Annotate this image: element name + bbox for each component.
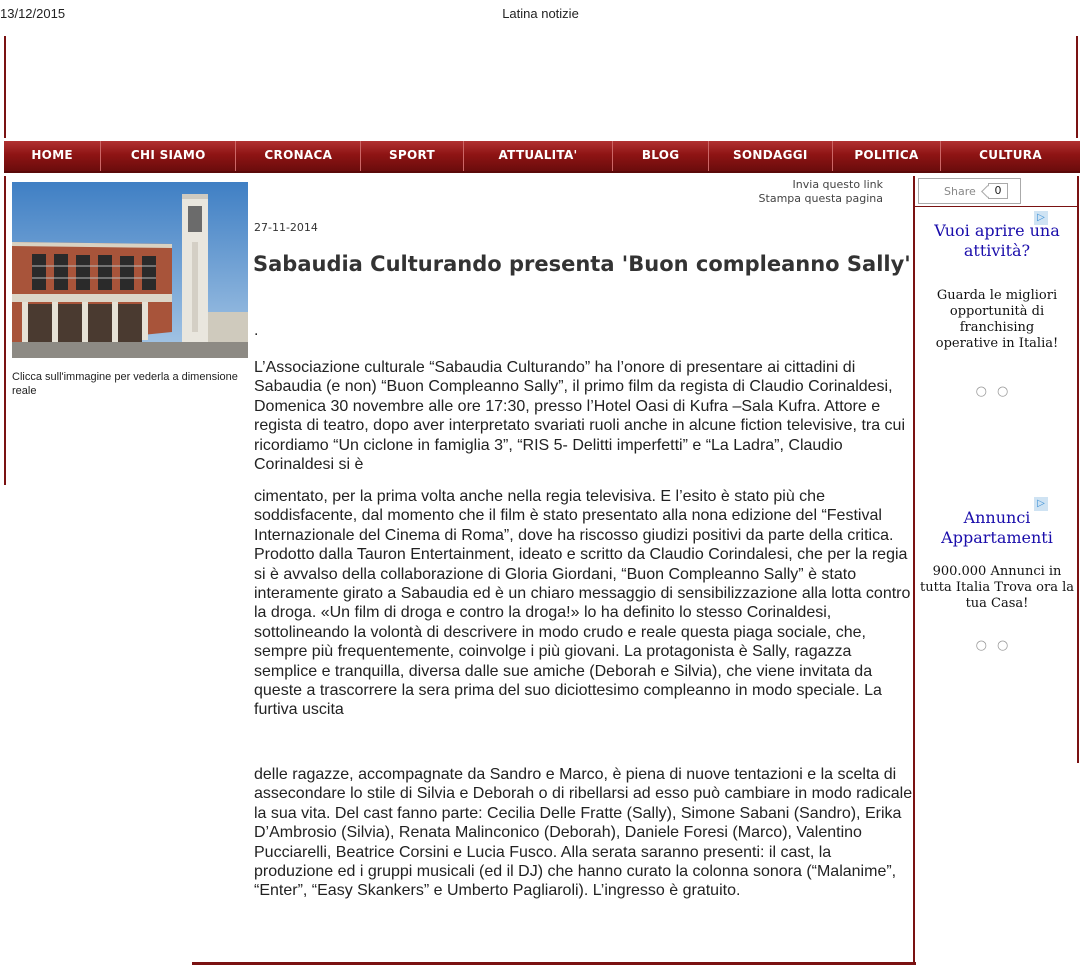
image-caption: Clicca sull'immagine per vederla a dimensione reale — [12, 371, 238, 397]
article-separator: . — [254, 322, 259, 339]
nav-item-cronaca[interactable]: CRONACA — [236, 141, 361, 171]
adchoices-icon[interactable]: ▷ — [1034, 497, 1048, 511]
nav-item-sondaggi[interactable]: SONDAGGI — [709, 141, 833, 171]
article-image[interactable] — [12, 182, 248, 358]
share-count: 0 — [988, 183, 1008, 199]
ad-pagination-dots[interactable]: ○○ — [975, 384, 1019, 399]
nav-item-home[interactable]: HOME — [4, 141, 101, 171]
print-page-button[interactable]: Stampa questa pagina — [758, 192, 883, 205]
sidebar-ad-1[interactable] — [918, 221, 1076, 399]
share-divider — [915, 206, 1077, 207]
share-label: Share — [944, 185, 976, 198]
nav-item-sport[interactable]: SPORT — [361, 141, 463, 171]
article-paragraph: delle ragazze, accompagnate da Sandro e Marco, è piena di nuove tentazioni e la scelta di assecondare lo stile di Silvia e Deborah o di ribellarsi ad esso può cambiare in modo radicale la sua vita. Del cast fanno parte: Cecilia Delle Fratte (Sally), Simone Sabani (Sandro), Erika D’Ambrosio (Silvia), Renata Malinconico (Deborah), Daniele Foresi (Marco), Valentino Pucciarelli, Beatrice Corsini e Lucia Fusco. Alla serata saranno presenti: il cast, la produzione ed i gruppi musicali (ed il DJ) che hanno curato la colonna sonora (“Malanime”, “Enter”, “Easy Skankers” e Umberto Pagliaroli). L’ingresso è gratuito. — [254, 766, 913, 900]
share-button[interactable] — [918, 178, 1021, 204]
content-bottom-border — [192, 962, 916, 965]
article-paragraph: cimentato, per la prima volta anche nella regia televisiva. E l’esito è stato più che soddisfacente, dal momento che il film è stato presentato alla nona edizione del “Festival Internazionale del Cinema di Roma”, dove ha riscosso giudizi positivi da parte della critica. Prodotto dalla Tauron Entertainment, ideato e scritto da Claudio Corindalesi, che per la regia si è avvalso della collaborazione di Gloria Giordani, “Buon Compleanno Sally” è stato interamente girato a Sabaudia ed è un chiaro messaggio di sensibilizzazione alla lotta contro la droga. «Un film di droga e contro la droga!» lo ha definito lo stesso Corinaldesi, sottolineando la volontà di descrivere in modo crudo e reale questa piaga sociale, che, sempre più frequentemente, coinvolge i più giovani. La protagonista è Sally, ragazza semplice e tranquilla, diversa dalle sue amiche (Deborah e Silvia), che viene invitata da queste a trascorrere la sera prima del suo diciottesimo compleanno in modo speciale. La furtiva uscita — [254, 488, 911, 719]
header-frame-left — [4, 36, 6, 138]
nav-item-blog[interactable]: BLOG — [613, 141, 708, 171]
send-link-button[interactable]: Invia questo link — [792, 178, 883, 191]
content-border-left — [4, 176, 6, 485]
nav-item-politica[interactable]: POLITICA — [833, 141, 941, 171]
ad-title[interactable]: Vuoi aprire una attività? — [934, 221, 1060, 260]
adchoices-icon[interactable]: ▷ — [1034, 211, 1048, 225]
article-paragraph: L’Associazione culturale “Sabaudia Culturando” ha l’onore di presentare ai cittadini di Sabaudia (e non) “Buon Compleanno Sally”, il primo film da regista di Claudio Corinaldesi, Domenica 30 novembre alle ore 17:30, presso l’Hotel Oasi di Kufra –Sala Kufra. Attore e regista di teatro, dopo aver interpretato svariati ruoli anche in alcune fiction televisive, tra cui ricordiamo “Un ciclone in famiglia 3”, “RIS 5- Delitti imperfetti” e “La Ladra”, Claudio Corinaldesi si è — [254, 359, 906, 474]
sidebar-ad-2[interactable] — [918, 508, 1076, 653]
main-nav — [4, 141, 1080, 173]
article-date: 27-11-2014 — [254, 221, 318, 234]
building-photo-icon — [12, 182, 248, 358]
nav-item-cultura[interactable]: CULTURA — [979, 148, 1042, 162]
article-title: Sabaudia Culturando presenta 'Buon compleanno Sally' — [253, 252, 911, 276]
print-site-title: Latina notizie — [502, 6, 579, 21]
header-frame-right — [1076, 36, 1078, 138]
ad-text: 900.000 Annunci in tutta Italia Trova ora la tua Casa! — [919, 564, 1074, 611]
article-tools — [759, 178, 883, 206]
ad-text: Guarda le migliori opportunità di franchising operative in Italia! — [935, 288, 1059, 351]
sidebar-border-right — [1077, 176, 1079, 763]
ad-title[interactable]: Annunci Appartamenti — [941, 508, 1053, 547]
nav-item-chi-siamo[interactable]: CHI SIAMO — [101, 141, 236, 171]
print-date: 13/12/2015 — [0, 6, 66, 21]
nav-item-attualita[interactable]: ATTUALITA' — [464, 141, 614, 171]
ad-pagination-dots[interactable]: ○○ — [975, 638, 1019, 653]
